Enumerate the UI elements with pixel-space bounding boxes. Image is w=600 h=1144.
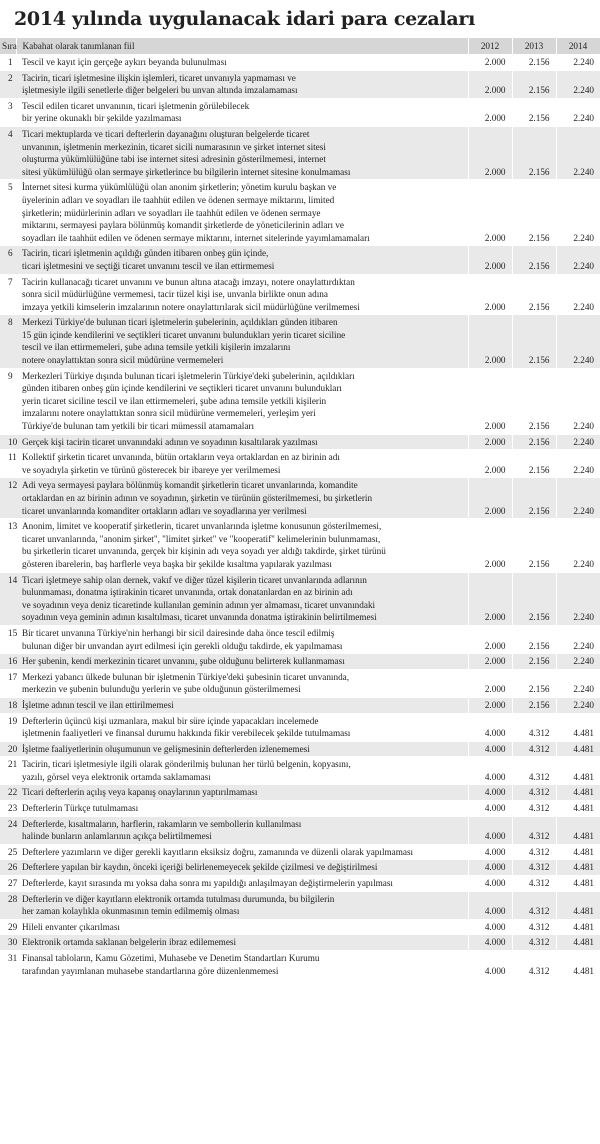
description-line: ortaklardan en az birinin adının ve soyadının, şirketin ve türünün gösterilmemesi, bu şirketlerin	[22, 493, 373, 503]
fine-2013: 4.312	[512, 876, 556, 892]
row-number: 18	[0, 697, 16, 713]
row-number: 2	[0, 70, 16, 98]
fine-2012: 4.000	[468, 713, 512, 741]
description-line: sitesi yükümlülüğü olan sermaye şirketlerince bu bilgilerin internet sitesine konulmaması	[22, 166, 351, 177]
row-number: 7	[0, 274, 16, 315]
description-line: her zaman kolaylıkla okunmasının temin edilmemiş olması	[22, 906, 240, 917]
row-description	[16, 860, 468, 876]
fine-2013: 2.156	[512, 450, 556, 478]
fine-2012: 4.000	[468, 785, 512, 801]
fine-2014: 4.481	[556, 801, 600, 817]
row-number: 26	[0, 860, 16, 876]
fine-2014: 4.481	[556, 844, 600, 860]
fine-2012: 4.000	[468, 951, 512, 979]
fines-table	[0, 38, 600, 978]
row-number: 6	[0, 246, 16, 274]
description-line: sonra sicil müdürlüğüne vermemesi, tacir tüzel kişi ise, unvanla birlikte onun adına	[22, 289, 328, 300]
fine-2013: 2.156	[512, 697, 556, 713]
table-row	[0, 785, 600, 801]
table-row	[0, 572, 600, 625]
table-row	[0, 450, 600, 478]
fine-2014: 4.481	[556, 919, 600, 935]
fine-2012: 4.000	[468, 891, 512, 919]
fine-2013: 4.312	[512, 713, 556, 741]
fine-2012: 2.000	[468, 315, 512, 368]
description-line: Her şubenin, kendi merkezinin ticaret unvanını, şube olduğunu belirterek kullanmaması	[22, 656, 345, 667]
row-description	[16, 98, 468, 126]
table-row	[0, 654, 600, 670]
table-row	[0, 951, 600, 979]
description-line: yerin ticaret siciline tescil ve ilan ettirmemeleri, şube adına temsile yetkili kişilerin	[22, 395, 327, 406]
fine-2012: 2.000	[468, 368, 512, 434]
fine-2014: 2.240	[556, 434, 600, 450]
row-number: 24	[0, 816, 16, 844]
fine-2013: 2.156	[512, 434, 556, 450]
row-number: 4	[0, 126, 16, 179]
fine-2014: 2.240	[556, 368, 600, 434]
description-line: halinde bunların anlamlarının açıkça belirtilmemesi	[22, 831, 212, 842]
fine-2014: 4.481	[556, 757, 600, 785]
row-number: 22	[0, 785, 16, 801]
fine-2014: 2.240	[556, 70, 600, 98]
fine-2014: 2.240	[556, 669, 600, 697]
table-row	[0, 315, 600, 368]
row-description	[16, 55, 468, 71]
fine-2012: 4.000	[468, 757, 512, 785]
row-number: 10	[0, 434, 16, 450]
row-description	[16, 669, 468, 697]
fine-2012: 2.000	[468, 274, 512, 315]
description-line: İşletme faaliyetlerinin oluşumunun ve gelişmesinin defterlerden izlenememesi	[22, 743, 310, 754]
description-line: Merkezi Türkiye'de bulunan ticari işletmelerin şubelerinin, açıldıkları günden itibaren	[22, 317, 338, 328]
row-description	[16, 572, 468, 625]
table-row	[0, 274, 600, 315]
description-line: İşletme adının tescil ve ilan ettirilmemesi	[22, 699, 174, 710]
table-row	[0, 876, 600, 892]
row-number: 25	[0, 844, 16, 860]
fine-2013: 4.312	[512, 816, 556, 844]
row-description	[16, 434, 468, 450]
fine-2012: 4.000	[468, 816, 512, 844]
description-line: Tacirin, ticari işletmesiyle ilgili olarak gönderilmiş bulunan her türlü belgenin, kopyasını,	[22, 759, 351, 770]
table-row	[0, 816, 600, 844]
row-description	[16, 126, 468, 179]
header-no: Sıra	[0, 38, 16, 55]
table-row	[0, 98, 600, 126]
table-row	[0, 669, 600, 697]
fine-2013: 2.156	[512, 519, 556, 572]
description-line: Defterlerin üçüncü kişi uzmanlara, makul bir süre içinde yapacakları incelemede	[22, 715, 319, 726]
description-line: ticaret unvanlarında, "anonim şirket", "limitet şirket" ve "kooperatif" kelimelerinin bulunmaması,	[22, 533, 381, 544]
description-line: Defterlere yazımların ve diğer gerekli kayıtların eksiksiz doğru, zamanında ve düzenli olarak yapılmaması	[22, 846, 414, 857]
table-row	[0, 935, 600, 951]
description-line: ticaret unvanlarında komanditer ortakların adları ve soyadlarına yer verilmesi	[22, 505, 307, 516]
row-number: 31	[0, 951, 16, 979]
row-description	[16, 757, 468, 785]
row-description	[16, 801, 468, 817]
fine-2012: 4.000	[468, 860, 512, 876]
fine-2012: 2.000	[468, 572, 512, 625]
fine-2014: 2.240	[556, 180, 600, 246]
description-line: 15 gün içinde kendilerini ve seçtikleri ticaret unvanını bulundukları yerin ticaret siciline	[22, 329, 346, 340]
description-line: bulunan diğer bir unvandan ayırt edilmesi için gerekli olduğu takdirde, ek yapılmaması	[22, 640, 343, 651]
description-line: Defterlerde, kayıt sırasında mı yoksa daha sonra mı yapıldığı anlaşılmayan değiştirmelerin yapılması	[22, 878, 393, 889]
description-line: Defterlerin ve diğer kayıtların elektronik ortamda tutulması durumunda, bu bilgilerin	[22, 893, 335, 904]
description-line: Elektronik ortamda saklanan belgelerin ibraz edilememesi	[22, 937, 237, 948]
description-line: unvanının, işletmenin merkezinin, ticaret sicili numarasının ve şirket internet sitesi	[22, 141, 326, 152]
description-line: imzaya yetkili kimselerin imzalarının notere onaylattırılarak sicil müdürlüğüne verilmemesi	[22, 301, 360, 312]
row-description	[16, 180, 468, 246]
fine-2013: 2.156	[512, 669, 556, 697]
description-line: ticari işletmesini ve seçtiği ticaret unvanını tescil ve ilan ettirmemesi	[22, 260, 275, 271]
fine-2014: 4.481	[556, 891, 600, 919]
description-line: imzalarını notere onaylattıktan sonra sicil müdürüne vermemeleri, yerleşim yeri	[22, 408, 316, 419]
row-description	[16, 713, 468, 741]
description-line: Merkezleri Türkiye dışında bulunan ticari işletmelerin Türkiye'deki şubelerinin, açıldıkları	[22, 370, 355, 381]
description-line: Adi veya sermayesi paylara bölünmüş komandit şirketlerin ticaret unvanlarında, komandite	[22, 480, 358, 491]
row-description	[16, 70, 468, 98]
row-description	[16, 478, 468, 519]
fine-2014: 2.240	[556, 246, 600, 274]
fine-2014: 2.240	[556, 55, 600, 71]
fine-2012: 2.000	[468, 669, 512, 697]
description-line: Merkezi yabancı ülkede bulunan bir işletmenin Türkiye'deki şubesinin ticaret unvanında,	[22, 671, 350, 682]
row-number: 5	[0, 180, 16, 246]
row-description	[16, 951, 468, 979]
fine-2014: 2.240	[556, 315, 600, 368]
fine-2013: 2.156	[512, 246, 556, 274]
description-line: Ticari işletmeye sahip olan dernek, vakıf ve diğer tüzel kişilerin ticaret unvanlarında adlarının	[22, 574, 367, 585]
fine-2012: 2.000	[468, 246, 512, 274]
fine-2013: 4.312	[512, 935, 556, 951]
fine-2014: 4.481	[556, 741, 600, 757]
fine-2012: 4.000	[468, 801, 512, 817]
header-2013: 2013	[512, 38, 556, 55]
row-description	[16, 891, 468, 919]
fine-2013: 2.156	[512, 478, 556, 519]
row-number: 21	[0, 757, 16, 785]
row-number: 28	[0, 891, 16, 919]
fine-2014: 2.240	[556, 98, 600, 126]
row-description	[16, 625, 468, 653]
fine-2012: 2.000	[468, 654, 512, 670]
header-desc: Kabahat olarak tanımlanan fiil	[16, 38, 468, 55]
fine-2012: 2.000	[468, 70, 512, 98]
fine-2014: 4.481	[556, 713, 600, 741]
row-number: 20	[0, 741, 16, 757]
table-row	[0, 368, 600, 434]
row-number: 29	[0, 919, 16, 935]
table-row	[0, 713, 600, 741]
description-line: Defterlerde, kısaltmaların, harflerin, rakamların ve sembollerin kullanılması	[22, 818, 302, 829]
row-description	[16, 274, 468, 315]
fine-2014: 2.240	[556, 126, 600, 179]
fine-2013: 2.156	[512, 572, 556, 625]
table-row	[0, 180, 600, 246]
table-row	[0, 55, 600, 71]
row-description	[16, 876, 468, 892]
row-description	[16, 654, 468, 670]
description-line: bir yerine okunaklı bir şekilde yazılmaması	[22, 113, 182, 124]
row-description	[16, 785, 468, 801]
row-number: 13	[0, 519, 16, 572]
fine-2013: 2.156	[512, 70, 556, 98]
fine-2014: 4.481	[556, 816, 600, 844]
fine-2012: 4.000	[468, 844, 512, 860]
description-line: tarafından yayımlanan muhasebe standartlarına göre düzenlenmemesi	[22, 965, 279, 976]
fine-2013: 2.156	[512, 98, 556, 126]
fine-2012: 2.000	[468, 478, 512, 519]
description-line: notere onaylattıktan sonra sicil müdürüne vermemeleri	[22, 355, 224, 366]
row-description	[16, 741, 468, 757]
description-line: Defterlere yapılan bir kaydın, önceki içeriği belirlenemeyecek şekilde çizilmesi ve değiştirilmesi	[22, 862, 378, 873]
fine-2013: 4.312	[512, 757, 556, 785]
fine-2012: 2.000	[468, 55, 512, 71]
description-line: işletmenin faaliyetleri ve finansal durumu hakkında fikir verebilecek şekilde tutulmaması	[22, 728, 351, 739]
description-line: Finansal tabloların, Kamu Gözetimi, Muhasebe ve Denetim Standartları Kurumu	[22, 953, 320, 963]
row-number: 8	[0, 315, 16, 368]
row-number: 11	[0, 450, 16, 478]
fine-2014: 2.240	[556, 625, 600, 653]
table-row	[0, 757, 600, 785]
description-line: ve soyadıyla şirketin ve türünü gösterecek bir ibareye yer verilmemesi	[22, 464, 281, 475]
row-number: 30	[0, 935, 16, 951]
row-number: 15	[0, 625, 16, 653]
fine-2012: 2.000	[468, 519, 512, 572]
fine-2014: 2.240	[556, 654, 600, 670]
fine-2012: 4.000	[468, 919, 512, 935]
fine-2013: 4.312	[512, 919, 556, 935]
description-line: Ticari defterlerin açılış veya kapanış onaylarının yaptırılmaması	[22, 787, 258, 798]
description-line: tescil ve ilan ettirmemeleri, şube adına temsile yetkili kişilerin imzalarını	[22, 342, 291, 353]
description-line: yazılı, görsel veya elektronik ortamda saklamaması	[22, 771, 211, 782]
row-number: 9	[0, 368, 16, 434]
description-line: Defterlerin Türkçe tutulmaması	[22, 803, 139, 814]
description-line: bulunmaması, donatma iştirakinin ticaret unvanında, ortak donatanlardan en az birinin adı	[22, 587, 353, 598]
row-number: 3	[0, 98, 16, 126]
fine-2012: 4.000	[468, 741, 512, 757]
fine-2014: 4.481	[556, 951, 600, 979]
table-row	[0, 478, 600, 519]
row-description	[16, 519, 468, 572]
description-line: İnternet sitesi kurma yükümlülüğü olan anonim şirketlerin; yönetim kurulu başkan ve	[22, 182, 337, 193]
table-row	[0, 891, 600, 919]
table-row	[0, 434, 600, 450]
row-description	[16, 246, 468, 274]
fine-2014: 4.481	[556, 935, 600, 951]
fine-2013: 4.312	[512, 741, 556, 757]
row-number: 17	[0, 669, 16, 697]
description-line: Ticari mektuplarda ve ticari defterlerin dayanağını oluşturan belgelerde ticaret	[22, 128, 310, 139]
fine-2013: 2.156	[512, 126, 556, 179]
table-row	[0, 860, 600, 876]
row-description	[16, 450, 468, 478]
description-line: Anonim, limitet ve kooperatif şirketlerin, ticaret unvanlarında işletme konusunun gösterilmemesi,	[22, 521, 382, 532]
row-number: 19	[0, 713, 16, 741]
fine-2014: 2.240	[556, 697, 600, 713]
fine-2014: 2.240	[556, 274, 600, 315]
fine-2012: 2.000	[468, 126, 512, 179]
description-line: Kollektif şirketin ticaret unvanında, bütün ortakların veya ortaklardan en az birinin adı	[22, 452, 340, 463]
row-description	[16, 816, 468, 844]
row-number: 12	[0, 478, 16, 519]
description-line: gösteren ibarelerin, baş harflerle veya başka bir şekilde kısaltma yapılarak yazılması	[22, 558, 332, 569]
fine-2012: 2.000	[468, 697, 512, 713]
fine-2012: 2.000	[468, 450, 512, 478]
fine-2013: 2.156	[512, 274, 556, 315]
fine-2013: 2.156	[512, 368, 556, 434]
description-line: işletmesiyle ilgili senetlerle diğer belgeleri bu unvan altında imzalamaması	[22, 85, 298, 96]
fine-2013: 4.312	[512, 844, 556, 860]
description-line: ve soyadının veya deniz ticaretinde kullanılan geminin adının yer almaması, ticaret unvanındaki	[22, 599, 376, 610]
table-row	[0, 801, 600, 817]
description-line: Gerçek kişi tacirin ticaret unvanındaki adının ve soyadının kısaltılarak yazılması	[22, 436, 318, 447]
header-2014: 2014	[556, 38, 600, 55]
fine-2012: 2.000	[468, 434, 512, 450]
fine-2014: 2.240	[556, 519, 600, 572]
description-line: soyadları ile taahhüt edilen ve ödenen sermaye miktarını, internet sitelerinde yayımlamamaları	[22, 232, 370, 243]
fine-2013: 2.156	[512, 625, 556, 653]
row-description	[16, 697, 468, 713]
table-header-row	[0, 38, 600, 55]
fine-2013: 2.156	[512, 315, 556, 368]
description-line: oluşturma yükümlülüğüne tabi ise internet sitesi adresinin gösterilmemesi, internet	[22, 154, 326, 165]
fine-2012: 2.000	[468, 625, 512, 653]
description-line: şirketlerin; müdürlerinin adları ve soyadları ile taahhüt edilen ve ödenen sermaye	[22, 207, 321, 218]
table-row	[0, 844, 600, 860]
description-line: Bir ticaret unvanına Türkiye'nin herhangi bir sicil dairesinde daha önce tescil edilmiş	[22, 627, 335, 638]
table-row	[0, 741, 600, 757]
header-2012: 2012	[468, 38, 512, 55]
description-line: Tescil ve kayıt için gerçeğe aykırı beyanda bulunulması	[22, 57, 227, 67]
description-line: Tacirin kullanacağı ticaret unvanını ve bunun altına atacağı imzayı, notere onaylattırdıktan	[22, 276, 355, 287]
row-description	[16, 919, 468, 935]
table-row	[0, 697, 600, 713]
fine-2013: 4.312	[512, 801, 556, 817]
fine-2012: 2.000	[468, 180, 512, 246]
row-number: 1	[0, 55, 16, 71]
table-row	[0, 246, 600, 274]
description-line: günden itibaren onbeş gün içinde kendilerini ve seçtikleri ticaret unvanını bulundukları	[22, 383, 342, 394]
fine-2012: 4.000	[468, 935, 512, 951]
fine-2014: 4.481	[556, 876, 600, 892]
description-line: Hileli envanter çıkarılması	[22, 921, 120, 932]
description-line: bu şirketlerin ticaret unvanında, gerçek bir kişinin adı veya soyadı yer aldığı takdirde, şirket türünü	[22, 546, 386, 557]
row-number: 27	[0, 876, 16, 892]
fine-2013: 2.156	[512, 55, 556, 71]
row-number: 14	[0, 572, 16, 625]
fine-2014: 4.481	[556, 860, 600, 876]
fine-2013: 4.312	[512, 951, 556, 979]
row-description	[16, 935, 468, 951]
table-row	[0, 70, 600, 98]
fine-2013: 4.312	[512, 785, 556, 801]
row-description	[16, 315, 468, 368]
fine-2014: 2.240	[556, 572, 600, 625]
description-line: Tescil edilen ticaret unvanının, ticari işletmenin görülebilecek	[22, 100, 250, 111]
table-row	[0, 126, 600, 179]
fine-2013: 2.156	[512, 180, 556, 246]
fine-2014: 2.240	[556, 450, 600, 478]
table-row	[0, 625, 600, 653]
description-line: soyadının veya geminin adının kısaltılması, ticaret unvanında donatma iştirakinin belirtilmemesi	[22, 612, 377, 623]
description-line: miktarını, sermayesi paylara bölünmüş komandit şirketlerde de yöneticilerinin adları ve	[22, 220, 344, 231]
fine-2012: 4.000	[468, 876, 512, 892]
row-number: 23	[0, 801, 16, 817]
description-line: üyelerinin adları ve soyadları ile taahhüt edilen ve ödenen sermaye miktarını, limited	[22, 194, 335, 205]
fine-2013: 2.156	[512, 654, 556, 670]
fine-2014: 2.240	[556, 478, 600, 519]
table-row	[0, 919, 600, 935]
row-description	[16, 844, 468, 860]
table-row	[0, 519, 600, 572]
fine-2013: 4.312	[512, 891, 556, 919]
fine-2013: 4.312	[512, 860, 556, 876]
description-line: Tacirin, ticari işletmenin açıldığı günden itibaren onbeş gün içinde,	[22, 248, 269, 259]
description-line: Türkiye'de bulunan tam yetkili bir ticari mümessil atamamaları	[22, 421, 255, 432]
row-number: 16	[0, 654, 16, 670]
row-description	[16, 368, 468, 434]
description-line: merkezin ve şubenin bulunduğu yerlerin ve şube olduğunun gösterilmemesi	[22, 684, 301, 695]
description-line: Tacirin, ticari işletmesine ilişkin işlemleri, ticaret unvanıyla yapmaması ve	[22, 72, 296, 83]
fine-2014: 4.481	[556, 785, 600, 801]
fine-2012: 2.000	[468, 98, 512, 126]
page-title: 2014 yılında uygulanacak idari para cezaları	[14, 8, 475, 30]
